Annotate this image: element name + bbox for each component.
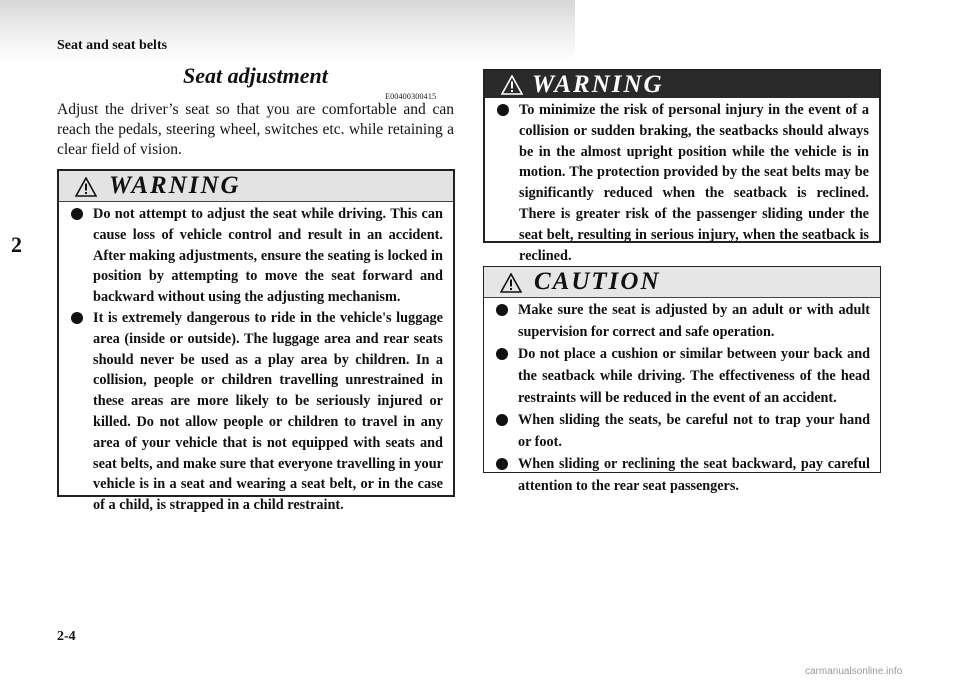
item-text: Do not attempt to adjust the seat while driving. This can cause loss of vehicle control and result in an accident. After making adjustments, ensure the seating is locked in position by attempting to move the seat forward and backward without using the adjusting mechanism. [93, 206, 443, 306]
intro-paragraph: Adjust the driver’s seat so that you are comfortable and can reach the pedals, steering wheel, switches etc. while retaining a clear field of vision. [57, 101, 454, 158]
warning-list [59, 202, 453, 516]
bullet-icon [497, 104, 509, 116]
bullet-icon [496, 458, 508, 470]
list-item [59, 204, 453, 308]
item-text: Make sure the seat is adjusted by an adult or with adult supervision for correct and safe operation. [518, 302, 870, 340]
warning-list [485, 98, 879, 266]
page-number: 2-4 [57, 629, 76, 644]
warning-header [485, 71, 879, 98]
list-item [484, 299, 880, 343]
list-item [484, 409, 880, 453]
list-item [59, 308, 453, 516]
warning-label: WARNING [532, 71, 664, 98]
bullet-icon [71, 312, 83, 324]
caution-header [484, 267, 880, 298]
bullet-icon [496, 414, 508, 426]
list-item [484, 343, 880, 409]
warning-box-right [483, 69, 881, 264]
item-text: When sliding the seats, be careful not to trap your hand or foot. [518, 412, 870, 450]
item-text: When sliding or reclining the seat backward, pay careful attention to the rear seat passengers. [518, 456, 870, 494]
bullet-icon [496, 348, 508, 360]
caution-box [483, 266, 881, 494]
item-text: It is extremely dangerous to ride in the vehicle's luggage area (inside or outside). The luggage area and rear seats should never be used as a play area by children. In a collision, people or children travelling unrestrained in these areas are more likely to be seriously injured or killed. Do not allow people or children to travel in any area of your vehicle that is not equipped with seats and seat belts, and make sure that everyone travelling in your vehicle is in a seat and wearing a seat belt, or in the case of a child, is strapped in a child restraint. [93, 309, 443, 514]
warning-triangle-icon [501, 75, 523, 95]
item-text: Do not place a cushion or similar between your back and the seatback while driving. The effectiveness of the head restraints will be reduced in the event of an accident. [518, 346, 870, 406]
document-code: E00400300415 [385, 92, 437, 101]
caution-label: CAUTION [534, 268, 661, 295]
caution-list [484, 298, 880, 497]
page-heading: Seat adjustment [183, 63, 328, 88]
bullet-icon [496, 304, 508, 316]
list-item [484, 453, 880, 497]
list-item [485, 100, 879, 266]
warning-triangle-icon [75, 177, 97, 197]
section-title: Seat and seat belts [57, 38, 168, 53]
chapter-number: 2 [11, 232, 22, 257]
caution-triangle-icon [500, 273, 522, 293]
warning-label: WARNING [109, 172, 241, 199]
warning-header [59, 171, 453, 202]
watermark: carmanualsonline.info [805, 666, 903, 677]
warning-box-left [57, 169, 455, 514]
item-text: To minimize the risk of personal injury in the event of a collision or sudden braking, the seatbacks should always be in the almost upright position while the vehicle is in motion. The protection provided by the seat belts may be significantly reduced when the seatback is reclined. There is greater risk of the passenger sliding under the seat belt, resulting in serious injury, when the seatback is reclined. [519, 102, 869, 264]
bullet-icon [71, 208, 83, 220]
